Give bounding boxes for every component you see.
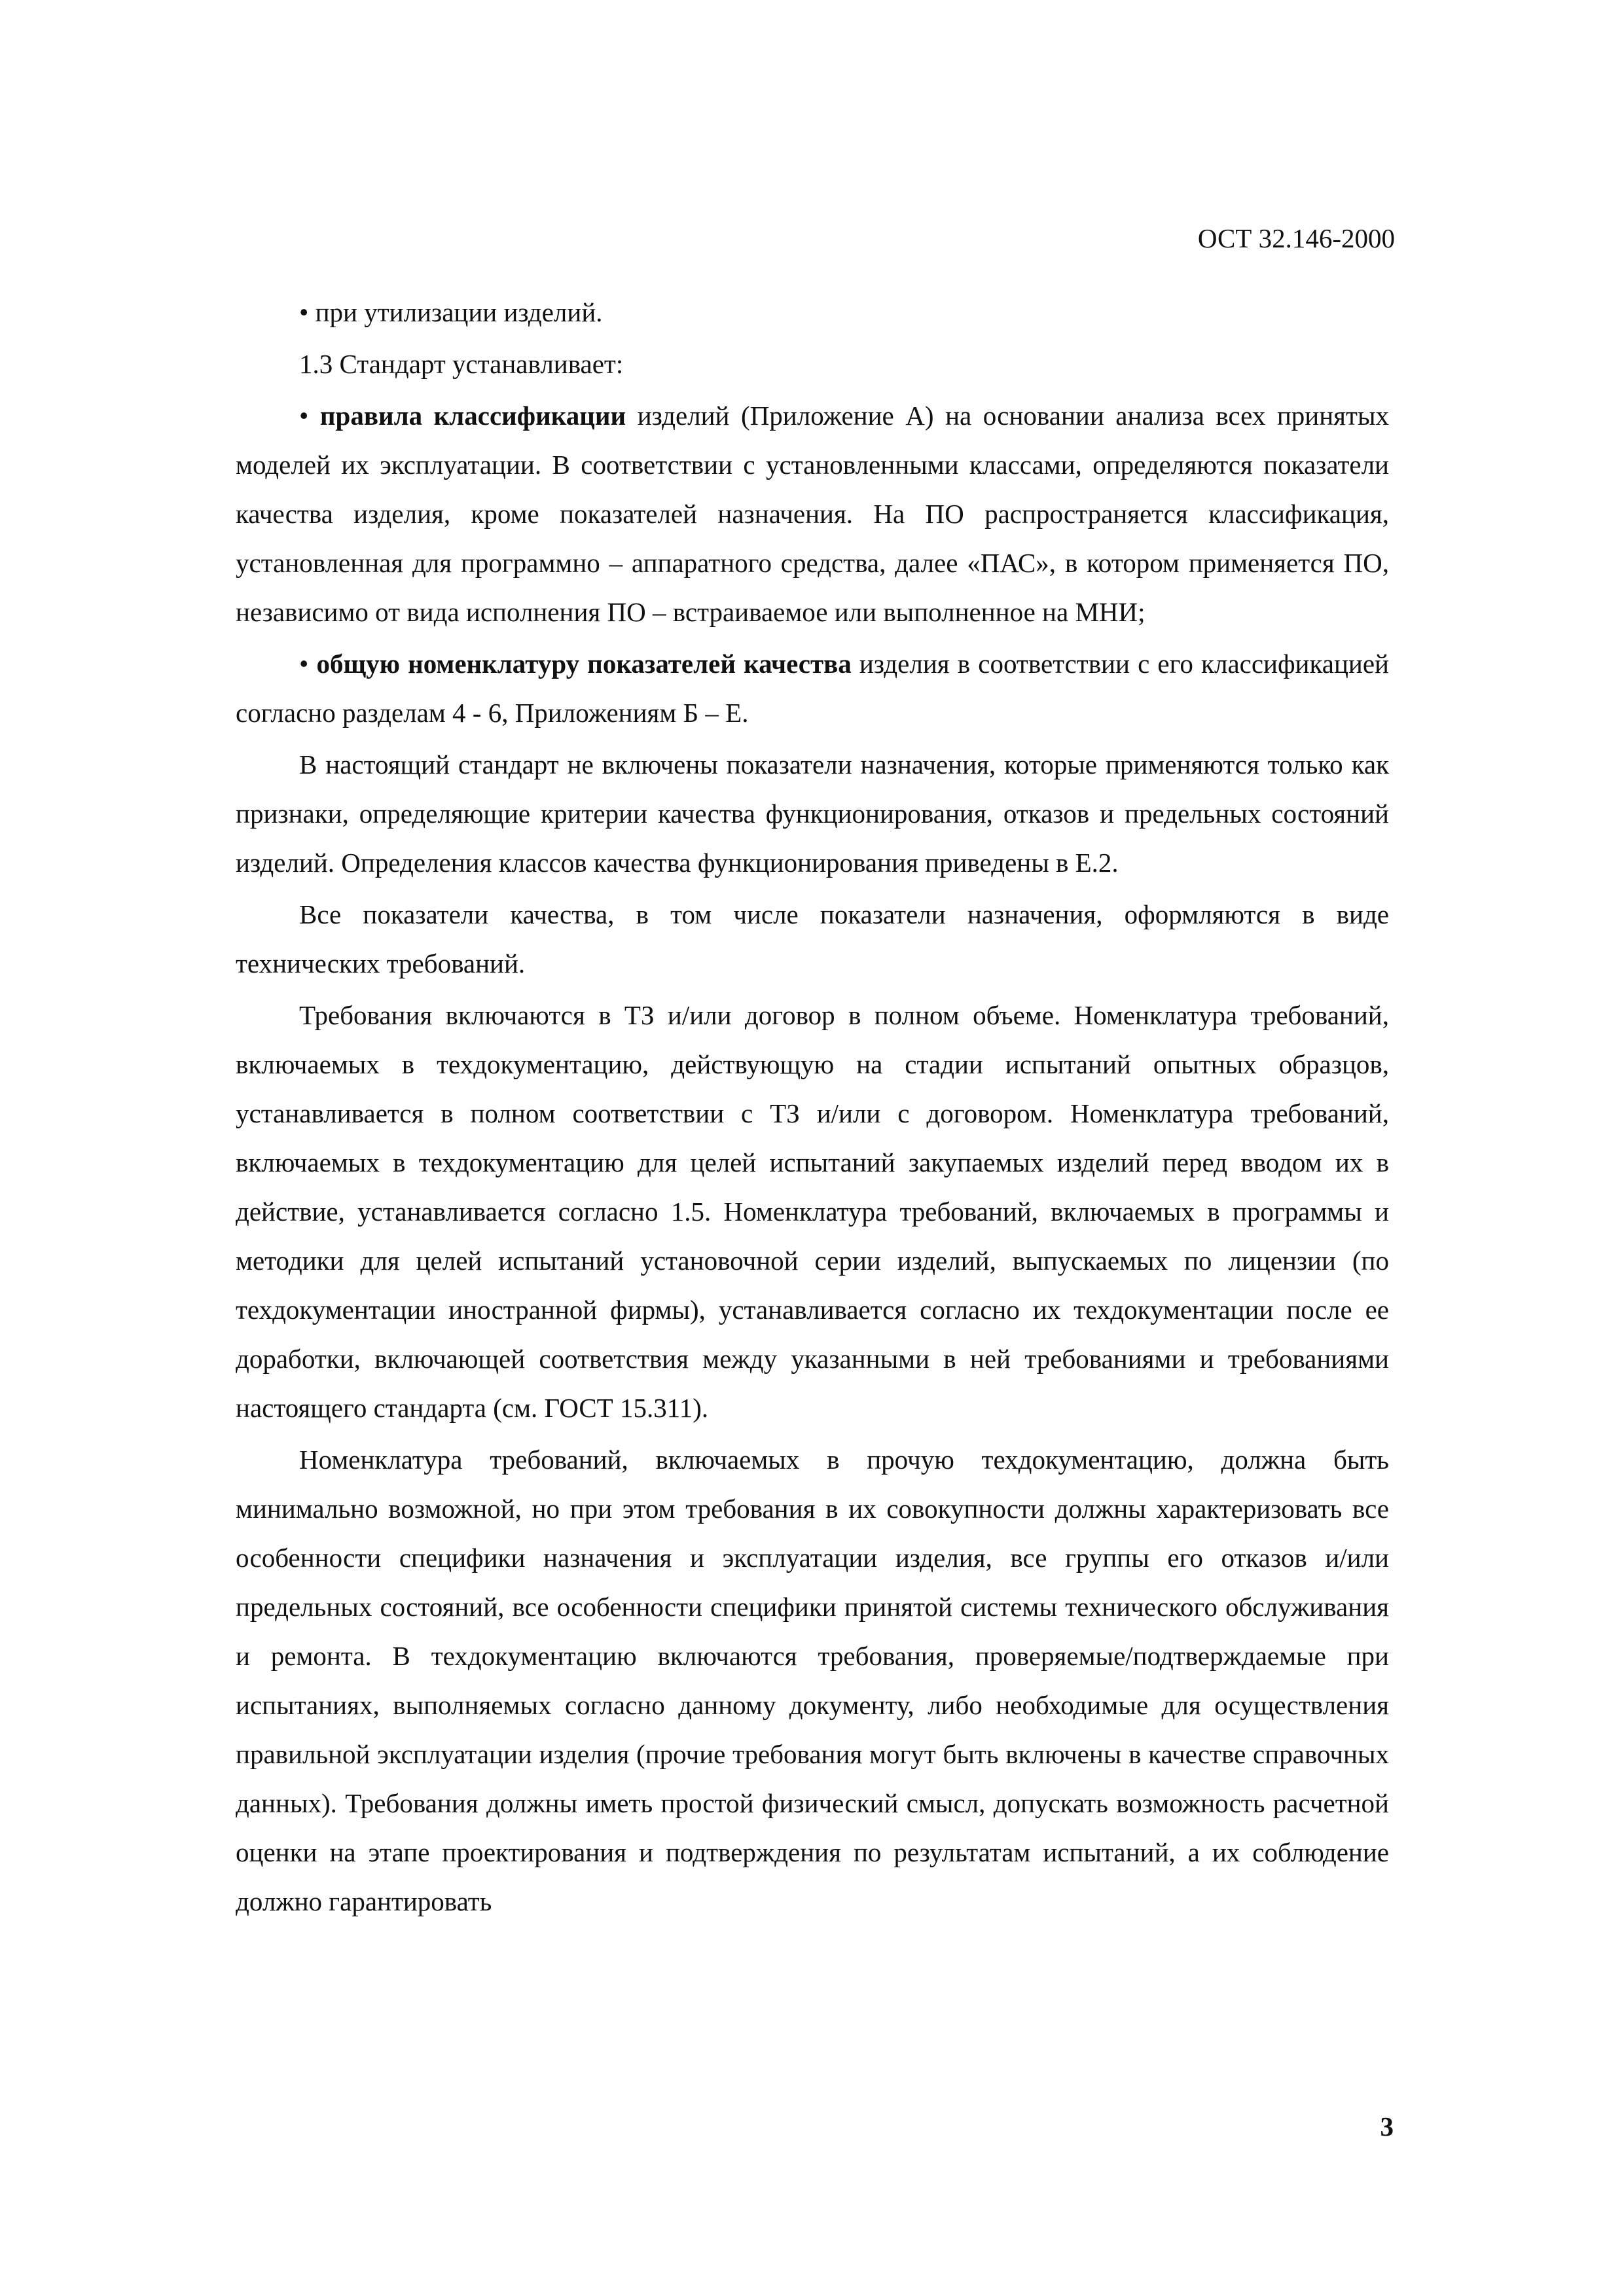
paragraph-text: изделия в соответствии с его классификацией согласно разделам 4 - 6, Приложениям Б – Е. (236, 649, 1389, 728)
term-classification-rules: правила классификации (319, 401, 626, 431)
document-code: ОСТ 32.146-2000 (1197, 223, 1395, 253)
paragraph-other-documentation: Номенклатура требований, включаемых в прочую техдокументацию, должна быть минимально возможной, но при этом требования в их совокупности должны характеризовать все особенности специфики назначения и эксплуатации изделия, все группы его отказов и/или предельных состояний, все особенности специфики принятой системы технического обслуживания и ремонта. В техдокументацию включаются требования, проверяемые/подтверждаемые при испытаниях, выполняемых согласно данному документу, либо необходимые для осуществления правильной эксплуатации изделия (прочие требования могут быть включены в качестве справочных данных). Требования должны иметь простой физический смысл, допускать возможность расчетной оценки на этапе проектирования и подтверждения по результатам испытаний, а их соблюдение должно гарантировать (236, 1444, 1389, 1916)
page-body (236, 288, 1389, 1929)
bullet-marker: • (299, 649, 317, 679)
paragraph-classification-rules (236, 391, 1389, 637)
paragraph-disposal: • при утилизации изделий. (299, 297, 603, 327)
paragraph-section-1-3: 1.3 Стандарт устанавливает: (299, 349, 624, 379)
bullet-marker: • (299, 401, 320, 431)
paragraph-requirements-nomenclature: Требования включаются в ТЗ и/или договор в полном объеме. Номенклатура требований, включаемых в техдокументацию, действующую на стадии испытаний опытных образцов, устанавливается в полном соответствии с ТЗ и/или с договором. Номенклатура требований, включаемых в техдокументацию для целей испытаний закупаемых изделий перед вводом их в действие, устанавливается согласно 1.5. Номенклатура требований, включаемых в программы и методики для целей испытаний установочной серии изделий, выпускаемых по лицензии (по техдокументации иностранной фирмы), устанавливается согласно их техдокументации после ее доработки, включающей соответствия между указанными в ней требованиями и требованиями настоящего стандарта (см. ГОСТ 15.311). (236, 1000, 1389, 1423)
term-quality-nomenclature: общую номенклатуру показателей качества (316, 649, 852, 679)
paragraph-quality-indicators (236, 639, 1389, 738)
paragraph-excluded-indicators: В настоящий стандарт не включены показатели назначения, которые применяются только как признаки, определяющие критерии качества функционирования, отказов и предельных состояний изделий. Определения классов качества функционирования приведены в Е.2. (236, 749, 1389, 878)
paragraph-technical-requirements: Все показатели качества, в том числе показатели назначения, оформляются в виде технических требований. (236, 899, 1389, 978)
paragraph-text: изделий (Приложение А) на основании анализа всех принятых моделей их эксплуатации. В соответствии с установленными классами, определяются показатели качества изделия, кроме показателей назначения. На ПО распространяется классификация, установленная для программно – аппаратного средства, далее «ПАС», в котором применяется ПО, независимо от вида исполнения ПО – встраиваемое или выполненное на МНИ; (236, 401, 1390, 627)
page-number: 3 (1380, 2111, 1394, 2142)
